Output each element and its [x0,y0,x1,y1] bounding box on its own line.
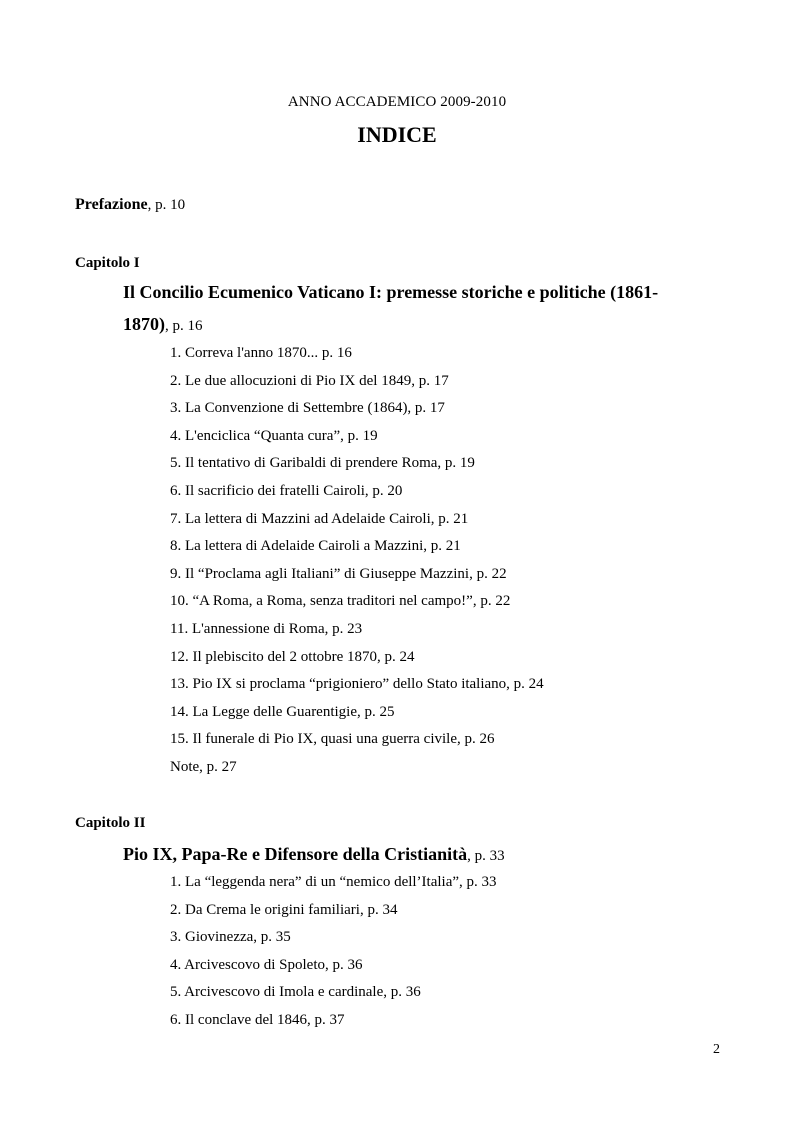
toc-entry: 4. L'enciclica “Quanta cura”, p. 19 [170,427,378,444]
toc-entry: 1. Correva l'anno 1870... p. 16 [170,345,352,361]
chapter-2-label: Capitolo II [75,815,146,831]
toc-entry: 2. Da Crema le origini familiari, p. 34 [170,901,398,918]
toc-entry: 1. La “leggenda nera” di un “nemico dell’Italia”, p. 33 [170,874,497,890]
toc-entry: 11. L'annessione di Roma, p. 23 [170,620,363,637]
toc-entry: 5. Arcivescovo di Imola e cardinale, p. 36 [170,984,421,1001]
toc-entry: 9. Il “Proclama agli Italiani” di Giuseppe Mazzini, p. 22 [170,565,507,582]
toc-entry: 13. Pio IX si proclama “prigioniero” dello Stato italiano, p. 24 [170,676,544,693]
chapter-2-title-text: Pio IX, Papa-Re e Difensore della Cristianità [123,844,468,864]
chapter-1-title [123,276,683,342]
toc-entry: 4. Arcivescovo di Spoleto, p. 36 [170,956,363,973]
chapter-2-entries [170,869,497,1035]
toc-entry: Note, p. 27 [170,758,237,775]
preface-page: , p. 10 [147,197,186,213]
chapter-2-page: , p. 33 [467,848,505,864]
toc-entry: 3. La Convenzione di Settembre (1864), p. 17 [170,400,445,417]
toc-entry: 8. La lettera di Adelaide Cairoli a Mazzini, p. 21 [170,538,461,555]
chapter-1-label: Capitolo I [75,255,140,271]
page-number: 2 [713,1042,720,1057]
preface-entry [75,196,185,214]
toc-entry: 7. La lettera di Mazzini ad Adelaide Cairoli, p. 21 [170,510,469,527]
toc-entry: 3. Giovinezza, p. 35 [170,929,291,946]
chapter-1-title-text: Il Concilio Ecumenico Vaticano I: premesse storiche e politiche (1861-1870) [123,282,659,334]
toc-entry: 10. “A Roma, a Roma, senza traditori nel campo!”, p. 22 [170,593,511,610]
toc-entry: 6. Il sacrificio dei fratelli Cairoli, p. 20 [170,482,403,499]
academic-year: ANNO ACCADEMICO 2009-2010 [287,94,507,110]
toc-entry: 14. La Legge delle Guarentigie, p. 25 [170,703,395,720]
page-title: INDICE [357,122,437,147]
preface-label: Prefazione [75,196,148,213]
toc-entry: 2. Le due allocuzioni di Pio IX del 1849, p. 17 [170,372,449,389]
chapter-1-entries [170,340,544,782]
toc-entry: 15. Il funerale di Pio IX, quasi una guerra civile, p. 26 [170,731,495,748]
chapter-1-page: , p. 16 [165,318,203,334]
toc-entry: 6. Il conclave del 1846, p. 37 [170,1011,345,1028]
chapter-2-title [123,838,683,872]
toc-entry: 5. Il tentativo di Garibaldi di prendere Roma, p. 19 [170,455,475,472]
toc-entry: 12. Il plebiscito del 2 ottobre 1870, p. 24 [170,648,415,665]
